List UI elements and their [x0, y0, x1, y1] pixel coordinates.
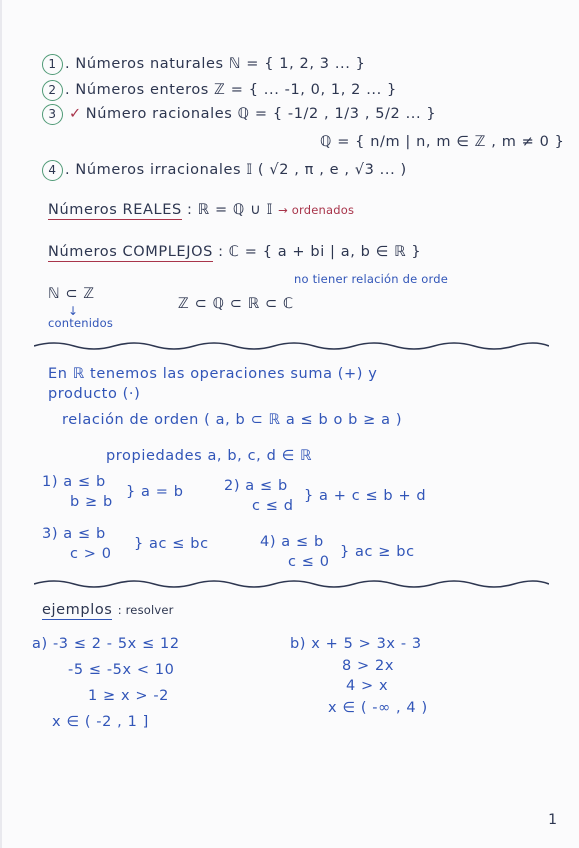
ejemplo-a-line-2: -5 ≤ -5x < 10	[68, 662, 175, 678]
ejemplos-title: ejemplos	[42, 602, 113, 618]
racionales-definition: ℚ = { n/m | n, m ∈ ℤ , m ≠ 0 }	[320, 134, 565, 150]
ejemplos-header	[42, 602, 174, 618]
list-item-naturales	[42, 54, 366, 75]
propiedad-1b: b ≥ b	[70, 494, 113, 510]
list-item-irracionales	[42, 160, 407, 181]
operaciones-line-2: producto (·)	[48, 386, 141, 402]
reales-definition: : ℝ = ℚ ∪ 𝕀	[186, 202, 273, 218]
list-item-text: . Números irracionales 𝕀 ( √2 , π , e , √3 ... )	[65, 162, 407, 178]
reales-line	[48, 202, 354, 218]
list-item-text: Número racionales ℚ = { -1/2 , 1/3 , 5/2 ... }	[85, 106, 437, 122]
ejemplo-a-line-3: 1 ≥ x > -2	[88, 688, 169, 704]
list-item-enteros	[42, 80, 397, 101]
reales-label: Números REALES	[48, 202, 182, 218]
wavy-divider	[34, 338, 549, 354]
complejos-line	[48, 244, 421, 260]
propiedad-2c: } a + c ≤ b + d	[304, 488, 427, 504]
propiedad-1a: 1) a ≤ b	[42, 474, 106, 490]
list-item-text: . Números enteros ℤ = { ... -1, 0, 1, 2 ... }	[65, 82, 397, 98]
propiedad-1c: } a = b	[126, 484, 184, 500]
ejemplo-a-line-1: a) -3 ≤ 2 - 5x ≤ 12	[32, 636, 180, 652]
number-circle: 2	[42, 80, 63, 101]
propiedades-title: propiedades a, b, c, d ∈ ℝ	[106, 448, 313, 464]
ejemplos-subtitle: : resolver	[117, 603, 174, 617]
wavy-divider	[34, 576, 549, 592]
propiedad-3b: c > 0	[70, 546, 112, 562]
page-number: 1	[548, 812, 557, 828]
reales-note: → ordenados	[278, 203, 355, 217]
propiedad-4a: 4) a ≤ b	[260, 534, 324, 550]
complejos-definition: : ℂ = { a + bi | a, b ∈ ℝ }	[218, 244, 422, 260]
relacion-orden: relación de orden ( a, b ⊂ ℝ a ≤ b o b ≥ a )	[62, 412, 403, 428]
contenidos-label: contenidos	[48, 316, 114, 330]
complejos-label: Números COMPLEJOS	[48, 244, 213, 260]
propiedad-3c: } ac ≤ bc	[134, 536, 209, 552]
propiedad-4c: } ac ≥ bc	[340, 544, 415, 560]
propiedad-2b: c ≤ d	[252, 498, 294, 514]
complejos-note: no tiener relación de orde	[294, 272, 448, 286]
propiedad-4b: c ≤ 0	[288, 554, 330, 570]
number-circle: 3	[42, 104, 63, 125]
ejemplo-b-line-1: b) x + 5 > 3x - 3	[290, 636, 422, 652]
number-circle: 1	[42, 54, 63, 75]
inclusion-chain: ℤ ⊂ ℚ ⊂ ℝ ⊂ ℂ	[178, 296, 294, 312]
propiedad-2a: 2) a ≤ b	[224, 478, 288, 494]
ejemplo-b-line-2: 8 > 2x	[342, 658, 394, 674]
operaciones-line-1: En ℝ tenemos las operaciones suma (+) y	[48, 366, 378, 382]
number-circle: 4	[42, 160, 63, 181]
ejemplo-b-line-3: 4 > x	[346, 678, 389, 694]
inclusion-left: ℕ ⊂ ℤ	[48, 286, 95, 302]
list-item-text: . Números naturales ℕ = { 1, 2, 3 ... }	[65, 56, 366, 72]
check-mark-icon: ✓	[69, 106, 82, 122]
list-item-racionales	[42, 104, 436, 125]
arrow-down-icon: ↓	[68, 304, 79, 318]
ejemplo-b-solution: x ∈ ( -∞ , 4 )	[328, 700, 428, 716]
propiedad-3a: 3) a ≤ b	[42, 526, 106, 542]
ejemplo-a-solution: x ∈ ( -2 , 1 ]	[52, 714, 149, 730]
